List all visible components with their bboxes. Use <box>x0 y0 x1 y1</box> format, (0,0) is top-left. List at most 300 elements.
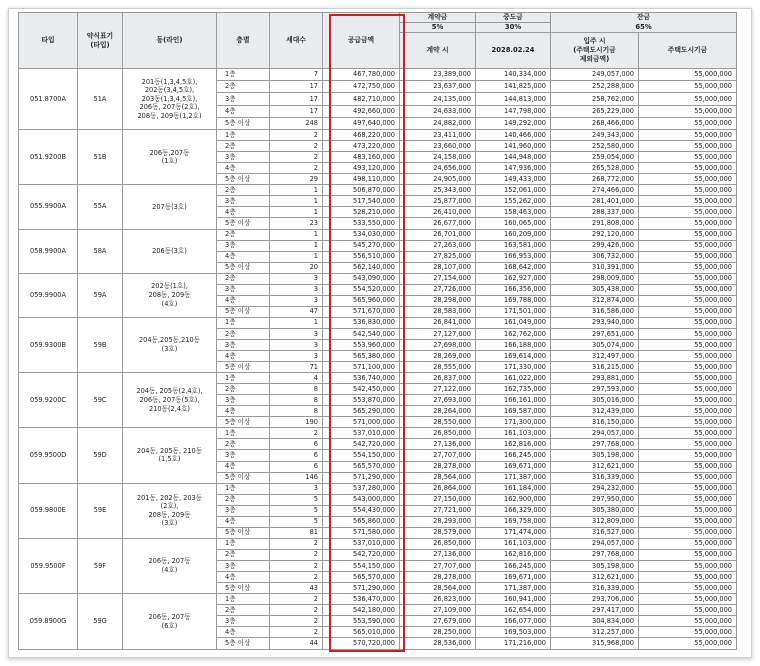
middle-payment-cell: 162,816,000 <box>476 439 551 450</box>
fund-cell: 55,000,000 <box>639 117 737 129</box>
middle-payment-cell: 162,735,000 <box>476 384 551 395</box>
type-cell: 059.8900G <box>19 594 78 650</box>
balance-cell: 249,057,000 <box>551 69 639 81</box>
floor-cell: 4층 <box>217 251 270 262</box>
balance-cell: 293,706,000 <box>551 594 639 605</box>
middle-payment-cell: 166,161,000 <box>476 395 551 406</box>
supply-price-cell: 534,030,000 <box>323 229 400 240</box>
supply-price-cell: 493,120,000 <box>323 163 400 174</box>
households-cell: 190 <box>270 417 323 428</box>
floor-cell: 5층 이상 <box>217 417 270 428</box>
supply-price-cell: 554,430,000 <box>323 505 400 516</box>
floor-cell: 2층 <box>217 229 270 240</box>
fund-cell: 55,000,000 <box>639 406 737 417</box>
supply-price-cell: 565,860,000 <box>323 516 400 527</box>
middle-payment-cell: 169,587,000 <box>476 406 551 417</box>
supply-price-table <box>18 12 737 650</box>
header-deposit-sub: 계약 시 <box>400 33 476 69</box>
building-cell: 207동(3호) <box>123 185 217 229</box>
supply-price-cell: 553,590,000 <box>323 616 400 627</box>
floor-cell: 3층 <box>217 395 270 406</box>
households-cell: 6 <box>270 450 323 461</box>
households-cell: 3 <box>270 328 323 339</box>
abbr-cell: 59C <box>78 373 123 428</box>
abbr-cell: 58A <box>78 229 123 273</box>
deposit-cell: 23,411,000 <box>400 130 476 141</box>
middle-payment-cell: 152,061,000 <box>476 185 551 196</box>
households-cell: 3 <box>270 273 323 284</box>
abbr-cell: 59G <box>78 594 123 650</box>
middle-payment-cell: 169,614,000 <box>476 351 551 362</box>
deposit-cell: 24,633,000 <box>400 105 476 117</box>
fund-cell: 55,000,000 <box>639 417 737 428</box>
supply-price-cell: 542,720,000 <box>323 439 400 450</box>
balance-cell: 281,401,000 <box>551 196 639 207</box>
supply-price-cell: 562,140,000 <box>323 262 400 273</box>
floor-cell: 1층 <box>217 428 270 439</box>
households-cell: 1 <box>270 196 323 207</box>
fund-cell: 55,000,000 <box>639 450 737 461</box>
floor-cell: 4층 <box>217 295 270 306</box>
deposit-cell: 27,726,000 <box>400 284 476 295</box>
balance-cell: 306,732,000 <box>551 251 639 262</box>
households-cell: 2 <box>270 130 323 141</box>
middle-payment-cell: 161,103,000 <box>476 428 551 439</box>
header-middle-pct: 30% <box>476 23 551 33</box>
header-middle-sub: 2028.02.24 <box>476 33 551 69</box>
balance-cell: 305,438,000 <box>551 284 639 295</box>
balance-cell: 305,198,000 <box>551 450 639 461</box>
header-balance-sub: 입주 시 (주택도시기금 제외금액) <box>551 33 639 69</box>
floor-cell: 3층 <box>217 340 270 351</box>
households-cell: 23 <box>270 218 323 229</box>
balance-cell: 316,215,000 <box>551 362 639 373</box>
fund-cell: 55,000,000 <box>639 163 737 174</box>
fund-cell: 55,000,000 <box>639 483 737 494</box>
abbr-cell: 59A <box>78 273 123 317</box>
households-cell: 2 <box>270 616 323 627</box>
deposit-cell: 27,707,000 <box>400 560 476 571</box>
middle-payment-cell: 161,184,000 <box>476 483 551 494</box>
fund-cell: 55,000,000 <box>639 240 737 251</box>
middle-payment-cell: 162,927,000 <box>476 273 551 284</box>
fund-cell: 55,000,000 <box>639 218 737 229</box>
floor-cell: 5층 이상 <box>217 472 270 483</box>
fund-cell: 55,000,000 <box>639 69 737 81</box>
floor-cell: 4층 <box>217 351 270 362</box>
supply-price-cell: 553,960,000 <box>323 340 400 351</box>
deposit-cell: 23,389,000 <box>400 69 476 81</box>
households-cell: 8 <box>270 406 323 417</box>
supply-price-cell: 545,270,000 <box>323 240 400 251</box>
balance-cell: 259,054,000 <box>551 152 639 163</box>
households-cell: 1 <box>270 251 323 262</box>
floor-cell: 1층 <box>217 538 270 549</box>
floor-cell: 4층 <box>217 571 270 582</box>
floor-cell: 2층 <box>217 384 270 395</box>
type-cell: 059.9200C <box>19 373 78 428</box>
fund-cell: 55,000,000 <box>639 505 737 516</box>
deposit-cell: 26,410,000 <box>400 207 476 218</box>
type-cell: 055.9900A <box>19 185 78 229</box>
households-cell: 5 <box>270 505 323 516</box>
middle-payment-cell: 160,941,000 <box>476 594 551 605</box>
header-middle: 중도금 <box>476 13 551 23</box>
building-cell: 204동, 205동(2,4호), 206동, 207동(5호), 210동(2,4호) <box>123 373 217 428</box>
fund-cell: 55,000,000 <box>639 549 737 560</box>
balance-cell: 292,120,000 <box>551 229 639 240</box>
floor-cell: 4층 <box>217 207 270 218</box>
fund-cell: 55,000,000 <box>639 594 737 605</box>
table-row <box>19 428 737 439</box>
building-cell: 204동, 205동, 210동 (1,5호) <box>123 428 217 483</box>
abbr-cell: 59D <box>78 428 123 483</box>
fund-cell: 55,000,000 <box>639 340 737 351</box>
middle-payment-cell: 171,300,000 <box>476 417 551 428</box>
middle-payment-cell: 162,816,000 <box>476 549 551 560</box>
floor-cell: 1층 <box>217 317 270 328</box>
deposit-cell: 24,905,000 <box>400 174 476 185</box>
fund-cell: 55,000,000 <box>639 295 737 306</box>
header-deposit-pct: 5% <box>400 23 476 33</box>
fund-cell: 55,000,000 <box>639 317 737 328</box>
supply-price-cell: 542,540,000 <box>323 328 400 339</box>
abbr-cell: 55A <box>78 185 123 229</box>
balance-cell: 293,881,000 <box>551 373 639 384</box>
balance-cell: 265,229,000 <box>551 105 639 117</box>
households-cell: 29 <box>270 174 323 185</box>
building-cell: 206동,207동 (1호) <box>123 130 217 185</box>
balance-cell: 316,339,000 <box>551 472 639 483</box>
middle-payment-cell: 158,463,000 <box>476 207 551 218</box>
type-cell: 059.9300B <box>19 317 78 372</box>
deposit-cell: 28,298,000 <box>400 295 476 306</box>
fund-cell: 55,000,000 <box>639 185 737 196</box>
fund-cell: 55,000,000 <box>639 461 737 472</box>
middle-payment-cell: 169,503,000 <box>476 627 551 638</box>
households-cell: 5 <box>270 516 323 527</box>
deposit-cell: 27,263,000 <box>400 240 476 251</box>
table-row <box>19 594 737 605</box>
building-cell: 204동,205동,210동 (3호) <box>123 317 217 372</box>
floor-cell: 4층 <box>217 163 270 174</box>
middle-payment-cell: 163,581,000 <box>476 240 551 251</box>
building-cell: 206동(3호) <box>123 229 217 273</box>
households-cell: 248 <box>270 117 323 129</box>
deposit-cell: 27,136,000 <box>400 439 476 450</box>
abbr-cell: 59E <box>78 483 123 538</box>
balance-cell: 305,016,000 <box>551 395 639 406</box>
balance-cell: 297,593,000 <box>551 384 639 395</box>
floor-cell: 5층 이상 <box>217 218 270 229</box>
supply-price-cell: 571,100,000 <box>323 362 400 373</box>
deposit-cell: 26,864,000 <box>400 483 476 494</box>
floor-cell: 3층 <box>217 505 270 516</box>
balance-cell: 312,439,000 <box>551 406 639 417</box>
households-cell: 2 <box>270 152 323 163</box>
fund-cell: 55,000,000 <box>639 494 737 505</box>
type-cell: 058.9900A <box>19 229 78 273</box>
middle-payment-cell: 166,077,000 <box>476 616 551 627</box>
middle-payment-cell: 166,356,000 <box>476 284 551 295</box>
households-cell: 20 <box>270 262 323 273</box>
abbr-cell: 51A <box>78 69 123 130</box>
fund-cell: 55,000,000 <box>639 273 737 284</box>
header-fund: 주택도시기금 <box>639 33 737 69</box>
table-row <box>19 130 737 141</box>
building-cell: 201동, 202동, 203동 (2호), 208동, 209동 (3호) <box>123 483 217 538</box>
households-cell: 7 <box>270 69 323 81</box>
floor-cell: 1층 <box>217 594 270 605</box>
balance-cell: 312,497,000 <box>551 351 639 362</box>
middle-payment-cell: 144,948,000 <box>476 152 551 163</box>
households-cell: 2 <box>270 163 323 174</box>
floor-cell: 3층 <box>217 616 270 627</box>
balance-cell: 291,808,000 <box>551 218 639 229</box>
deposit-cell: 28,564,000 <box>400 583 476 594</box>
floor-cell: 1층 <box>217 69 270 81</box>
header-building: 동(라인) <box>123 13 217 69</box>
deposit-cell: 28,278,000 <box>400 571 476 582</box>
balance-cell: 305,198,000 <box>551 560 639 571</box>
supply-price-cell: 571,000,000 <box>323 417 400 428</box>
middle-payment-cell: 140,334,000 <box>476 69 551 81</box>
supply-price-cell: 483,160,000 <box>323 152 400 163</box>
middle-payment-cell: 166,245,000 <box>476 450 551 461</box>
middle-payment-cell: 149,433,000 <box>476 174 551 185</box>
middle-payment-cell: 169,758,000 <box>476 516 551 527</box>
households-cell: 71 <box>270 362 323 373</box>
supply-price-cell: 571,580,000 <box>323 527 400 538</box>
households-cell: 5 <box>270 494 323 505</box>
deposit-cell: 28,107,000 <box>400 262 476 273</box>
middle-payment-cell: 171,474,000 <box>476 527 551 538</box>
middle-payment-cell: 160,065,000 <box>476 218 551 229</box>
table-row <box>19 373 737 384</box>
floor-cell: 4층 <box>217 105 270 117</box>
balance-cell: 294,232,000 <box>551 483 639 494</box>
households-cell: 2 <box>270 605 323 616</box>
fund-cell: 55,000,000 <box>639 284 737 295</box>
balance-cell: 294,057,000 <box>551 428 639 439</box>
fund-cell: 55,000,000 <box>639 560 737 571</box>
middle-payment-cell: 141,960,000 <box>476 141 551 152</box>
middle-payment-cell: 171,330,000 <box>476 362 551 373</box>
households-cell: 44 <box>270 638 323 650</box>
supply-price-cell: 492,660,000 <box>323 105 400 117</box>
middle-payment-cell: 147,936,000 <box>476 163 551 174</box>
floor-cell: 3층 <box>217 450 270 461</box>
abbr-cell: 51B <box>78 130 123 185</box>
balance-cell: 310,391,000 <box>551 262 639 273</box>
floor-cell: 5층 이상 <box>217 306 270 317</box>
floor-cell: 2층 <box>217 185 270 196</box>
middle-payment-cell: 166,953,000 <box>476 251 551 262</box>
floor-cell: 2층 <box>217 439 270 450</box>
building-cell: 206동, 207동 (6호) <box>123 594 217 650</box>
balance-cell: 258,762,000 <box>551 93 639 105</box>
supply-price-cell: 543,090,000 <box>323 273 400 284</box>
middle-payment-cell: 141,825,000 <box>476 81 551 93</box>
deposit-cell: 26,850,000 <box>400 538 476 549</box>
middle-payment-cell: 160,209,000 <box>476 229 551 240</box>
table-row <box>19 273 737 284</box>
balance-cell: 312,257,000 <box>551 627 639 638</box>
floor-cell: 3층 <box>217 93 270 105</box>
households-cell: 3 <box>270 295 323 306</box>
table-row <box>19 229 737 240</box>
fund-cell: 55,000,000 <box>639 351 737 362</box>
deposit-cell: 28,269,000 <box>400 351 476 362</box>
type-cell: 051.9200B <box>19 130 78 185</box>
middle-payment-cell: 171,216,000 <box>476 638 551 650</box>
supply-price-cell: 556,510,000 <box>323 251 400 262</box>
balance-cell: 312,874,000 <box>551 295 639 306</box>
middle-payment-cell: 149,292,000 <box>476 117 551 129</box>
header-balance: 잔금 <box>551 13 737 23</box>
fund-cell: 55,000,000 <box>639 130 737 141</box>
supply-price-cell: 536,470,000 <box>323 594 400 605</box>
fund-cell: 55,000,000 <box>639 616 737 627</box>
balance-cell: 293,940,000 <box>551 317 639 328</box>
supply-price-cell: 542,450,000 <box>323 384 400 395</box>
deposit-cell: 27,698,000 <box>400 340 476 351</box>
fund-cell: 55,000,000 <box>639 384 737 395</box>
balance-cell: 316,339,000 <box>551 583 639 594</box>
middle-payment-cell: 162,654,000 <box>476 605 551 616</box>
balance-cell: 265,528,000 <box>551 163 639 174</box>
households-cell: 2 <box>270 571 323 582</box>
deposit-cell: 24,135,000 <box>400 93 476 105</box>
households-cell: 47 <box>270 306 323 317</box>
type-cell: 059.9500F <box>19 538 78 593</box>
households-cell: 3 <box>270 284 323 295</box>
header-deposit: 계약금 <box>400 13 476 23</box>
deposit-cell: 27,825,000 <box>400 251 476 262</box>
fund-cell: 55,000,000 <box>639 328 737 339</box>
fund-cell: 55,000,000 <box>639 605 737 616</box>
middle-payment-cell: 161,103,000 <box>476 538 551 549</box>
table-body <box>19 69 737 650</box>
deposit-cell: 24,158,000 <box>400 152 476 163</box>
supply-price-cell: 565,570,000 <box>323 461 400 472</box>
floor-cell: 5층 이상 <box>217 638 270 650</box>
supply-price-cell: 565,380,000 <box>323 351 400 362</box>
supply-price-cell: 554,150,000 <box>323 560 400 571</box>
deposit-cell: 26,823,000 <box>400 594 476 605</box>
deposit-cell: 25,877,000 <box>400 196 476 207</box>
supply-price-cell: 537,280,000 <box>323 483 400 494</box>
middle-payment-cell: 169,671,000 <box>476 571 551 582</box>
floor-cell: 3층 <box>217 152 270 163</box>
floor-cell: 4층 <box>217 461 270 472</box>
floor-cell: 2층 <box>217 549 270 560</box>
table-row <box>19 538 737 549</box>
households-cell: 2 <box>270 549 323 560</box>
floor-cell: 2층 <box>217 273 270 284</box>
fund-cell: 55,000,000 <box>639 472 737 483</box>
fund-cell: 55,000,000 <box>639 251 737 262</box>
abbr-cell: 59B <box>78 317 123 372</box>
balance-cell: 315,968,000 <box>551 638 639 650</box>
deposit-cell: 28,536,000 <box>400 638 476 650</box>
supply-price-cell: 536,830,000 <box>323 317 400 328</box>
header-floor: 층별 <box>217 13 270 69</box>
deposit-cell: 26,841,000 <box>400 317 476 328</box>
supply-price-cell: 497,640,000 <box>323 117 400 129</box>
middle-payment-cell: 171,501,000 <box>476 306 551 317</box>
middle-payment-cell: 161,049,000 <box>476 317 551 328</box>
fund-cell: 55,000,000 <box>639 306 737 317</box>
supply-price-cell: 537,010,000 <box>323 428 400 439</box>
supply-price-cell: 565,290,000 <box>323 406 400 417</box>
type-cell: 059.9800E <box>19 483 78 538</box>
supply-price-cell: 571,290,000 <box>323 583 400 594</box>
supply-price-cell: 482,710,000 <box>323 93 400 105</box>
balance-cell: 305,074,000 <box>551 340 639 351</box>
households-cell: 1 <box>270 229 323 240</box>
households-cell: 146 <box>270 472 323 483</box>
deposit-cell: 27,127,000 <box>400 328 476 339</box>
building-cell: 202동(1호), 208동, 209동 (4호) <box>123 273 217 317</box>
middle-payment-cell: 168,642,000 <box>476 262 551 273</box>
households-cell: 2 <box>270 428 323 439</box>
supply-price-cell: 565,570,000 <box>323 571 400 582</box>
middle-payment-cell: 162,900,000 <box>476 494 551 505</box>
deposit-cell: 23,660,000 <box>400 141 476 152</box>
fund-cell: 55,000,000 <box>639 362 737 373</box>
floor-cell: 1층 <box>217 373 270 384</box>
table-row <box>19 483 737 494</box>
fund-cell: 55,000,000 <box>639 229 737 240</box>
fund-cell: 55,000,000 <box>639 538 737 549</box>
supply-price-cell: 498,110,000 <box>323 174 400 185</box>
households-cell: 4 <box>270 373 323 384</box>
balance-cell: 249,343,000 <box>551 130 639 141</box>
households-cell: 6 <box>270 439 323 450</box>
balance-cell: 268,466,000 <box>551 117 639 129</box>
fund-cell: 55,000,000 <box>639 428 737 439</box>
balance-cell: 299,426,000 <box>551 240 639 251</box>
floor-cell: 5층 이상 <box>217 527 270 538</box>
deposit-cell: 27,679,000 <box>400 616 476 627</box>
fund-cell: 55,000,000 <box>639 196 737 207</box>
floor-cell: 4층 <box>217 406 270 417</box>
supply-price-cell: 571,290,000 <box>323 472 400 483</box>
header-type: 타입 <box>19 13 78 69</box>
households-cell: 1 <box>270 207 323 218</box>
middle-payment-cell: 166,329,000 <box>476 505 551 516</box>
middle-payment-cell: 169,788,000 <box>476 295 551 306</box>
households-cell: 1 <box>270 240 323 251</box>
floor-cell: 1층 <box>217 483 270 494</box>
balance-cell: 305,380,000 <box>551 505 639 516</box>
balance-cell: 312,621,000 <box>551 571 639 582</box>
floor-cell: 5층 이상 <box>217 262 270 273</box>
balance-cell: 297,651,000 <box>551 328 639 339</box>
fund-cell: 55,000,000 <box>639 638 737 650</box>
balance-cell: 268,772,000 <box>551 174 639 185</box>
fund-cell: 55,000,000 <box>639 373 737 384</box>
deposit-cell: 27,693,000 <box>400 395 476 406</box>
header-households: 세대수 <box>270 13 323 69</box>
deposit-cell: 28,579,000 <box>400 527 476 538</box>
supply-price-cell: 570,720,000 <box>323 638 400 650</box>
deposit-cell: 27,154,000 <box>400 273 476 284</box>
floor-cell: 2층 <box>217 494 270 505</box>
supply-price-cell: 536,740,000 <box>323 373 400 384</box>
building-cell: 206동, 207동 (4호) <box>123 538 217 593</box>
